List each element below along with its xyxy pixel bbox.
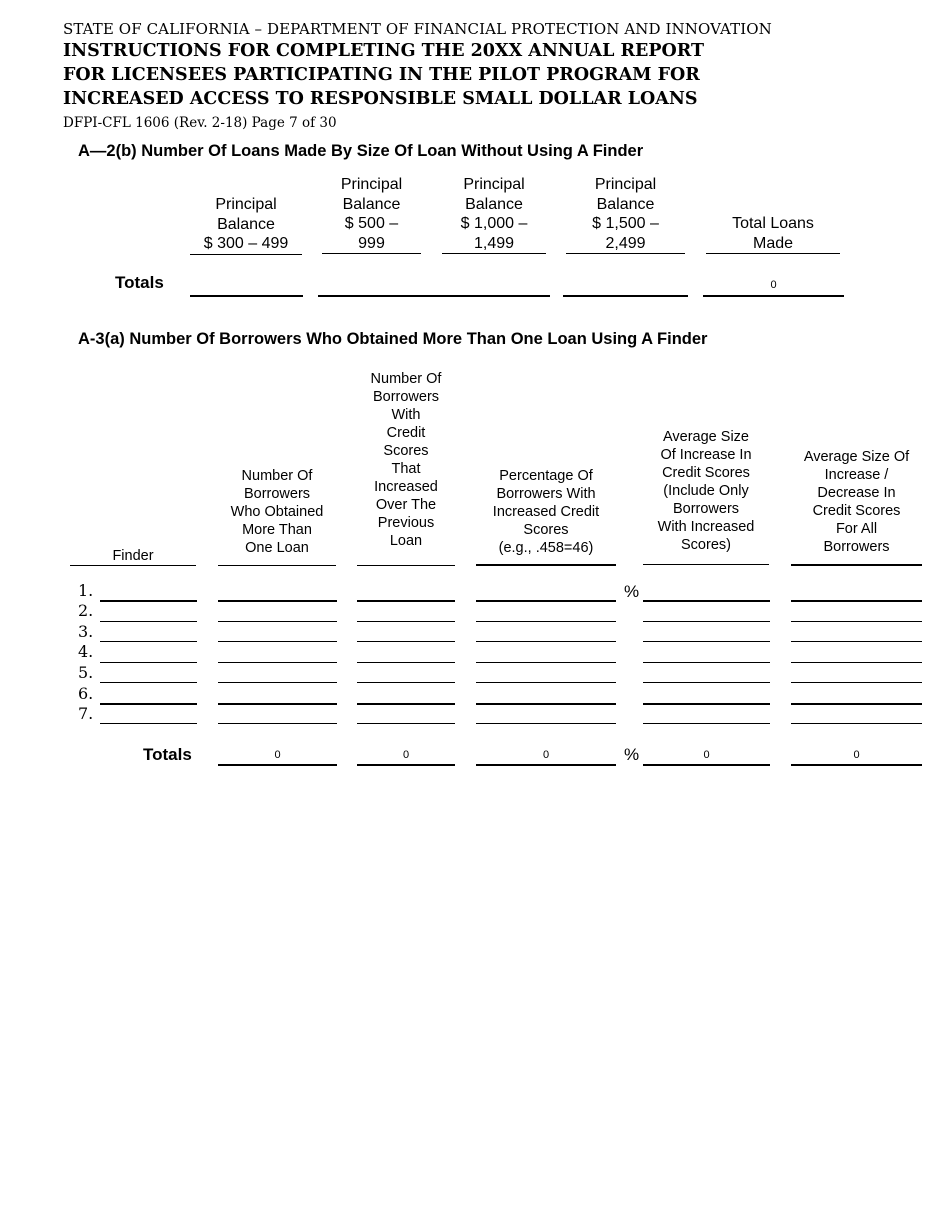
row-2-percentage-field[interactable] xyxy=(476,621,616,622)
row-7-avg-increase-field[interactable] xyxy=(643,723,770,724)
form-title-line-3: INCREASED ACCESS TO RESPONSIBLE SMALL DOLLAR LOANS xyxy=(63,89,698,109)
a3a-total-avg-all-field[interactable] xyxy=(791,764,922,766)
row-7-borrowers-field[interactable] xyxy=(218,723,337,724)
row-5-increased-field[interactable] xyxy=(357,682,455,683)
agency-name: STATE OF CALIFORNIA – DEPARTMENT OF FINANCIAL PROTECTION AND INNOVATION xyxy=(63,20,772,38)
row-5-avg-increase-field[interactable] xyxy=(643,682,770,683)
row-5-percentage-field[interactable] xyxy=(476,682,616,683)
percent-symbol: % xyxy=(624,745,640,764)
row-number: 4. xyxy=(78,642,94,661)
a3a-col-borrowers-underline xyxy=(218,565,336,566)
row-4-percentage-field[interactable] xyxy=(476,662,616,663)
row-3-finder-field[interactable] xyxy=(100,641,197,642)
a2b-total-300-499-field[interactable] xyxy=(190,295,303,297)
a3a-col-avg-all-header: Average Size Of Increase / Decrease In Credit Scores For All Borrowers xyxy=(803,449,910,555)
row-number: 6. xyxy=(78,684,94,703)
a2b-col-1000-1499-header: Principal Balance $ 1,000 – 1,499 xyxy=(442,175,546,254)
row-5-avg-all-field[interactable] xyxy=(791,682,922,683)
row-5-borrowers-field[interactable] xyxy=(218,682,337,683)
a3a-total-increased-value: 0 xyxy=(402,749,410,761)
a3a-col-avg-all-underline xyxy=(791,564,922,566)
a2b-total-500-1499-field[interactable] xyxy=(318,295,550,297)
row-4-avg-increase-field[interactable] xyxy=(643,662,770,663)
row-6-borrowers-field[interactable] xyxy=(218,703,337,705)
a3a-col-avg-increase-underline xyxy=(643,564,769,565)
row-6-percentage-field[interactable] xyxy=(476,703,616,705)
a3a-total-increased-field[interactable] xyxy=(357,764,455,766)
a3a-col-avg-increase-header: Average Size Of Increase In Credit Scores (Include Only Borrowers With Increased Scores) xyxy=(657,429,755,553)
a3a-col-percentage-underline xyxy=(476,564,616,566)
row-1-avg-all-field[interactable] xyxy=(791,600,922,602)
row-3-increased-field[interactable] xyxy=(357,641,455,642)
row-7-increased-field[interactable] xyxy=(357,723,455,724)
row-4-increased-field[interactable] xyxy=(357,662,455,663)
row-2-avg-all-field[interactable] xyxy=(791,621,922,622)
row-3-percentage-field[interactable] xyxy=(476,641,616,642)
a3a-col-borrowers-more-than-one-header: Number Of Borrowers Who Obtained More Than One Loan xyxy=(230,468,324,556)
form-title-line-2: FOR LICENSEES PARTICIPATING IN THE PILOT PROGRAM FOR xyxy=(63,65,700,85)
a2b-total-1500-2499-field[interactable] xyxy=(563,295,688,297)
percent-symbol: % xyxy=(624,582,640,601)
row-6-increased-field[interactable] xyxy=(357,703,455,705)
a2b-col-1500-2499-header: Principal Balance $ 1,500 – 2,499 xyxy=(566,175,685,254)
a3a-total-borrowers-field[interactable] xyxy=(218,764,337,766)
a3a-totals-label: Totals xyxy=(143,745,192,764)
a2b-total-loans-value: 0 xyxy=(770,279,777,291)
form-title-line-1: INSTRUCTIONS FOR COMPLETING THE 20XX ANNUAL REPORT xyxy=(63,41,705,61)
row-1-avg-increase-field[interactable] xyxy=(643,600,770,602)
section-a2b-title: A—2(b) Number Of Loans Made By Size Of Loan Without Using A Finder xyxy=(78,142,644,160)
row-2-borrowers-field[interactable] xyxy=(218,621,337,622)
row-6-avg-increase-field[interactable] xyxy=(643,703,770,705)
row-number: 3. xyxy=(78,622,94,641)
row-1-increased-field[interactable] xyxy=(357,600,455,602)
row-5-finder-field[interactable] xyxy=(100,682,197,683)
a3a-total-percentage-field[interactable] xyxy=(476,764,616,766)
row-2-avg-increase-field[interactable] xyxy=(643,621,770,622)
row-2-finder-field[interactable] xyxy=(100,621,197,622)
row-3-avg-all-field[interactable] xyxy=(791,641,922,642)
a3a-col-finder-header: Finder xyxy=(112,548,154,564)
row-6-finder-field[interactable] xyxy=(100,703,197,705)
a3a-col-finder-underline xyxy=(70,565,196,566)
a3a-col-percentage-header: Percentage Of Borrowers With Increased Credit Scores (e.g., .458=46) xyxy=(492,468,600,556)
row-number: 2. xyxy=(78,601,94,620)
row-1-percentage-field[interactable] xyxy=(476,600,616,602)
row-7-percentage-field[interactable] xyxy=(476,723,616,724)
form-number: DFPI-CFL 1606 (Rev. 2-18) Page 7 of 30 xyxy=(63,115,337,131)
a2b-total-loans-field[interactable] xyxy=(703,295,844,297)
row-3-borrowers-field[interactable] xyxy=(218,641,337,642)
a2b-col-300-499-header: Principal Balance $ 300 – 499 xyxy=(190,195,302,255)
row-1-finder-field[interactable] xyxy=(100,600,197,602)
row-7-finder-field[interactable] xyxy=(100,723,197,724)
a2b-col-500-999-header: Principal Balance $ 500 – 999 xyxy=(322,175,421,254)
row-number: 5. xyxy=(78,663,94,682)
a2b-totals-label: Totals xyxy=(115,273,164,292)
row-2-increased-field[interactable] xyxy=(357,621,455,622)
a3a-total-avg-increase-field[interactable] xyxy=(643,764,770,766)
row-7-avg-all-field[interactable] xyxy=(791,723,922,724)
row-4-borrowers-field[interactable] xyxy=(218,662,337,663)
row-4-finder-field[interactable] xyxy=(100,662,197,663)
row-number: 7. xyxy=(78,704,94,723)
section-a3a-title: A-3(a) Number Of Borrowers Who Obtained More Than One Loan Using A Finder xyxy=(78,330,708,348)
row-6-avg-all-field[interactable] xyxy=(791,703,922,705)
a3a-total-avg-increase-value: 0 xyxy=(703,749,710,761)
row-4-avg-all-field[interactable] xyxy=(791,662,922,663)
row-1-borrowers-field[interactable] xyxy=(218,600,337,602)
a3a-col-increased-scores-header: Number Of Borrowers With Credit Scores That Increased Over The Previous Loan xyxy=(370,371,442,549)
a3a-total-percentage-value: 0 xyxy=(542,749,550,761)
a2b-col-total-loans-header: Total Loans Made xyxy=(706,214,840,254)
a3a-total-avg-all-value: 0 xyxy=(853,749,860,761)
row-3-avg-increase-field[interactable] xyxy=(643,641,770,642)
a3a-col-increased-underline xyxy=(357,565,455,566)
a3a-total-borrowers-value: 0 xyxy=(274,749,281,761)
row-number: 1. xyxy=(78,581,94,600)
